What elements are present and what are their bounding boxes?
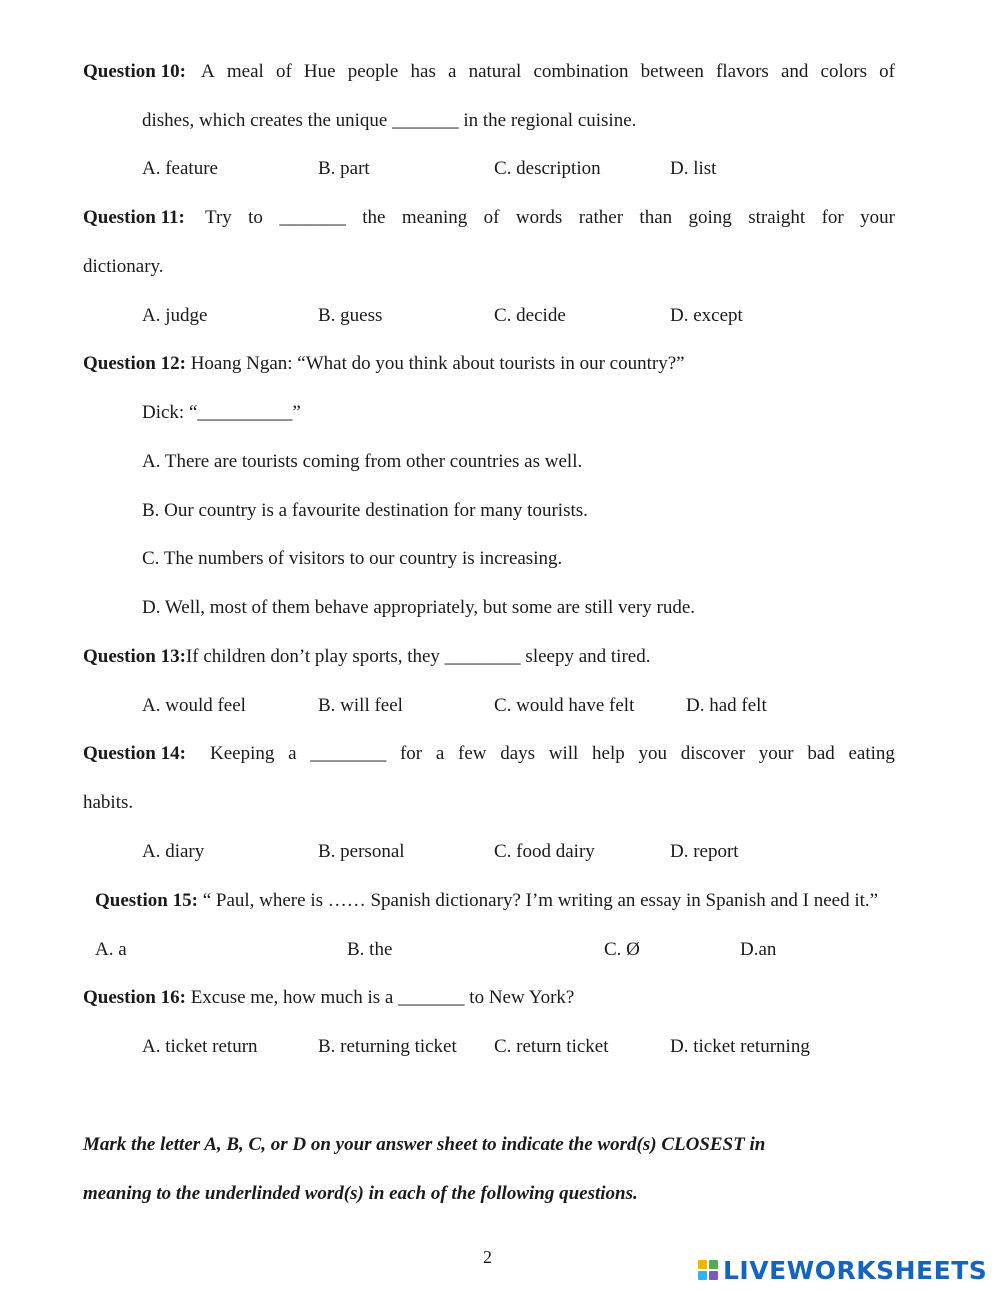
word: people: [347, 61, 399, 82]
question-15-text: “ Paul, where is …… Spanish dictionary? I’m writing an essay in Spanish and I need it.”: [202, 890, 879, 911]
question-10-line2: dishes, which creates the unique _______ in the regional cuisine.: [142, 110, 637, 131]
question-14-line2: habits.: [83, 792, 134, 813]
word: few: [458, 743, 487, 764]
word: of: [879, 61, 895, 82]
question-11-option-d[interactable]: D. except: [670, 305, 743, 326]
word: help: [592, 743, 625, 764]
instruction-line2: meaning to the underlinded word(s) in each of the following questions.: [83, 1183, 638, 1204]
question-12-label: Question 12:: [83, 353, 186, 374]
instruction-line1: Mark the letter A, B, C, or D on your answer sheet to indicate the word(s) CLOSEST in: [83, 1134, 766, 1155]
word: a: [447, 61, 457, 82]
question-16-text: Excuse me, how much is a _______ to New York?: [190, 987, 575, 1008]
question-14-line1: [210, 742, 895, 766]
word: meaning: [401, 207, 468, 228]
question-14: [83, 742, 186, 766]
logo-text: LIVEWORKSHEETS: [723, 1255, 988, 1285]
question-13-option-c[interactable]: C. would have felt: [494, 695, 635, 716]
word: words: [515, 207, 563, 228]
logo-square: [698, 1271, 707, 1280]
question-12-option-c[interactable]: C. The numbers of visitors to our country is increasing.: [142, 548, 563, 569]
question-10-option-a[interactable]: A. feature: [142, 158, 218, 179]
question-16-label: Question 16:: [83, 987, 186, 1008]
word: straight: [748, 207, 806, 228]
liveworksheets-logo[interactable]: [698, 1256, 987, 1284]
word: A: [201, 61, 215, 82]
question-11-option-c[interactable]: C. decide: [494, 305, 566, 326]
question-16: [83, 986, 574, 1010]
word: your: [758, 743, 794, 764]
question-10-option-b[interactable]: B. part: [318, 158, 370, 179]
word: colors: [820, 61, 867, 82]
logo-square: [709, 1260, 718, 1269]
word: _______: [279, 207, 346, 228]
question-12-option-d[interactable]: D. Well, most of them behave appropriately, but some are still very rude.: [142, 597, 696, 618]
question-10-line1: [201, 60, 895, 84]
question-15-option-a[interactable]: A. a: [95, 939, 127, 960]
question-11-option-a[interactable]: A. judge: [142, 305, 208, 326]
word: for: [399, 743, 423, 764]
word: the: [362, 207, 386, 228]
word: flavors: [716, 61, 769, 82]
question-14-option-d[interactable]: D. report: [670, 841, 739, 862]
question-11-line1: [205, 206, 895, 230]
word: your: [860, 207, 895, 228]
word: to: [248, 207, 263, 228]
word: eating: [848, 743, 895, 764]
question-10-option-d[interactable]: D. list: [670, 158, 717, 179]
question-11: [83, 206, 185, 230]
page-number: 2: [483, 1247, 492, 1267]
word: Hue: [303, 61, 336, 82]
question-10-option-c[interactable]: C. description: [494, 158, 601, 179]
word: going: [688, 207, 732, 228]
question-15-option-b[interactable]: B. the: [347, 939, 393, 960]
word: will: [548, 743, 579, 764]
word: between: [640, 61, 704, 82]
logo-squares-icon: [698, 1260, 718, 1280]
word: a: [435, 743, 445, 764]
question-13-option-a[interactable]: A. would feel: [142, 695, 246, 716]
word: days: [500, 743, 536, 764]
question-15-label: Question 15:: [95, 890, 198, 911]
word: ________: [310, 743, 387, 764]
word: for: [821, 207, 844, 228]
word: and: [780, 61, 809, 82]
question-13-text: If children don’t play sports, they ________ sleepy and tired.: [185, 646, 651, 667]
question-13-option-d[interactable]: D. had felt: [686, 695, 767, 716]
question-16-option-d[interactable]: D. ticket returning: [670, 1036, 810, 1057]
word: of: [275, 61, 292, 82]
word: a: [288, 743, 297, 764]
word: discover: [680, 743, 746, 764]
question-11-line2: dictionary.: [83, 256, 164, 277]
word: meal: [226, 61, 264, 82]
logo-square: [709, 1271, 718, 1280]
word: of: [483, 207, 500, 228]
word: Keeping: [210, 743, 275, 764]
question-12: [83, 352, 685, 376]
question-11-option-b[interactable]: B. guess: [318, 305, 383, 326]
word: you: [638, 743, 667, 764]
question-11-label: Question 11:: [83, 207, 185, 228]
question-15: [95, 889, 878, 913]
question-16-option-c[interactable]: C. return ticket: [494, 1036, 609, 1057]
question-16-option-a[interactable]: A. ticket return: [142, 1036, 258, 1057]
logo-square: [698, 1260, 707, 1269]
question-10: [83, 60, 186, 84]
question-12-text: Hoang Ngan: “What do you think about tourists in our country?”: [190, 353, 685, 374]
question-15-option-c[interactable]: C. Ø: [604, 939, 640, 960]
word: has: [410, 61, 436, 82]
question-13: [83, 645, 650, 669]
question-13-label: Question 13:: [83, 646, 186, 667]
question-15-option-d[interactable]: D.an: [740, 939, 777, 960]
question-12-line2: Dick: “__________”: [142, 402, 301, 423]
question-16-option-b[interactable]: B. returning ticket: [318, 1036, 457, 1057]
question-12-option-b[interactable]: B. Our country is a favourite destination for many tourists.: [142, 500, 588, 521]
question-14-option-c[interactable]: C. food dairy: [494, 841, 595, 862]
question-14-option-b[interactable]: B. personal: [318, 841, 405, 862]
question-10-label: Question 10:: [83, 61, 186, 82]
question-12-option-a[interactable]: A. There are tourists coming from other countries as well.: [142, 451, 583, 472]
word: rather: [578, 207, 624, 228]
question-14-label: Question 14:: [83, 743, 186, 764]
word: combination: [533, 61, 629, 82]
question-14-option-a[interactable]: A. diary: [142, 841, 205, 862]
word: bad: [807, 743, 835, 764]
question-13-option-b[interactable]: B. will feel: [318, 695, 403, 716]
word: Try: [205, 207, 232, 228]
word: natural: [468, 61, 522, 82]
word: than: [639, 207, 673, 228]
